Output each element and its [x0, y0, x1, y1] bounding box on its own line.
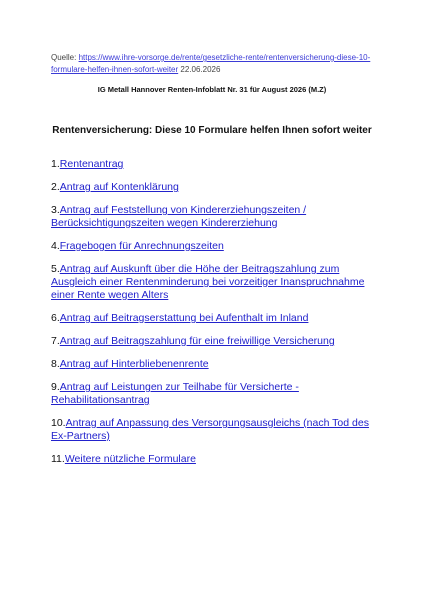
- form-link-weitere-formulare[interactable]: Weitere nützliche Formulare: [64, 453, 196, 465]
- form-number: 1.: [51, 158, 60, 170]
- form-item-1: [51, 158, 381, 171]
- source-date: 22.06.2026: [180, 65, 221, 74]
- source-link[interactable]: https://www.ihre-vorsorge.de/rente/gesetzliche-rente/rentenversicherung-diese-10-formulare-helfen-ihnen-sofort-weiter: [51, 53, 371, 74]
- form-item-2: [51, 181, 381, 194]
- form-item-6: [51, 312, 381, 325]
- form-link-rehabilitationsantrag[interactable]: Antrag auf Leistungen zur Teilhabe für Versicherte - Rehabilitationsantrag: [51, 381, 299, 406]
- infoblatt-heading: IG Metall Hannover Renten-Infoblatt Nr. 31 für August 2026 (M.Z): [97, 85, 327, 94]
- form-number: 7.: [51, 335, 60, 347]
- form-link-rentenantrag[interactable]: Rentenantrag: [59, 158, 124, 170]
- form-item-5: [51, 263, 381, 302]
- form-link-beitragszahlung-rentenminderung[interactable]: Antrag auf Auskunft über die Höhe der Beitragszahlung zum Ausgleich einer Rentenminderung bei vorzeitiger Inanspruchnahme einer Rente wegen Alters: [51, 263, 365, 301]
- form-link-kindererziehungszeiten[interactable]: Antrag auf Feststellung von Kindererziehungszeiten / Berücksichtigungszeiten wegen Kindererziehung: [51, 204, 307, 229]
- form-link-freiwillige-versicherung[interactable]: Antrag auf Beitragszahlung für eine freiwillige Versicherung: [59, 335, 335, 347]
- source-prefix: Quelle:: [51, 53, 79, 62]
- form-number: 2.: [51, 181, 60, 193]
- form-item-4: [51, 240, 381, 253]
- form-number: 4.: [51, 240, 60, 252]
- form-item-9: [51, 381, 381, 407]
- page-title: Rentenversicherung: Diese 10 Formulare helfen Ihnen sofort weiter: [52, 125, 372, 136]
- form-item-11: [51, 453, 381, 466]
- form-list: [51, 158, 381, 476]
- form-number: 10.: [51, 417, 66, 429]
- form-item-8: [51, 358, 381, 371]
- form-number: 11.: [51, 453, 65, 465]
- form-item-10: [51, 417, 381, 443]
- form-number: 6.: [51, 312, 60, 324]
- form-link-hinterbliebenenrente[interactable]: Antrag auf Hinterbliebenenrente: [59, 358, 209, 370]
- form-link-anrechnungszeiten[interactable]: Fragebogen für Anrechnungszeiten: [59, 240, 224, 252]
- form-number: 9.: [51, 381, 60, 393]
- form-link-kontenklaerung[interactable]: Antrag auf Kontenklärung: [59, 181, 179, 193]
- form-number: 3.: [51, 204, 60, 216]
- form-item-7: [51, 335, 381, 348]
- form-number: 8.: [51, 358, 60, 370]
- source-line: [51, 52, 381, 76]
- form-number: 5.: [51, 263, 60, 275]
- form-item-3: [51, 204, 381, 230]
- form-link-beitragserstattung[interactable]: Antrag auf Beitragserstattung bei Aufenthalt im Inland: [59, 312, 309, 324]
- form-link-versorgungsausgleich[interactable]: Antrag auf Anpassung des Versorgungsausgleichs (nach Tod des Ex-Partners): [51, 417, 369, 442]
